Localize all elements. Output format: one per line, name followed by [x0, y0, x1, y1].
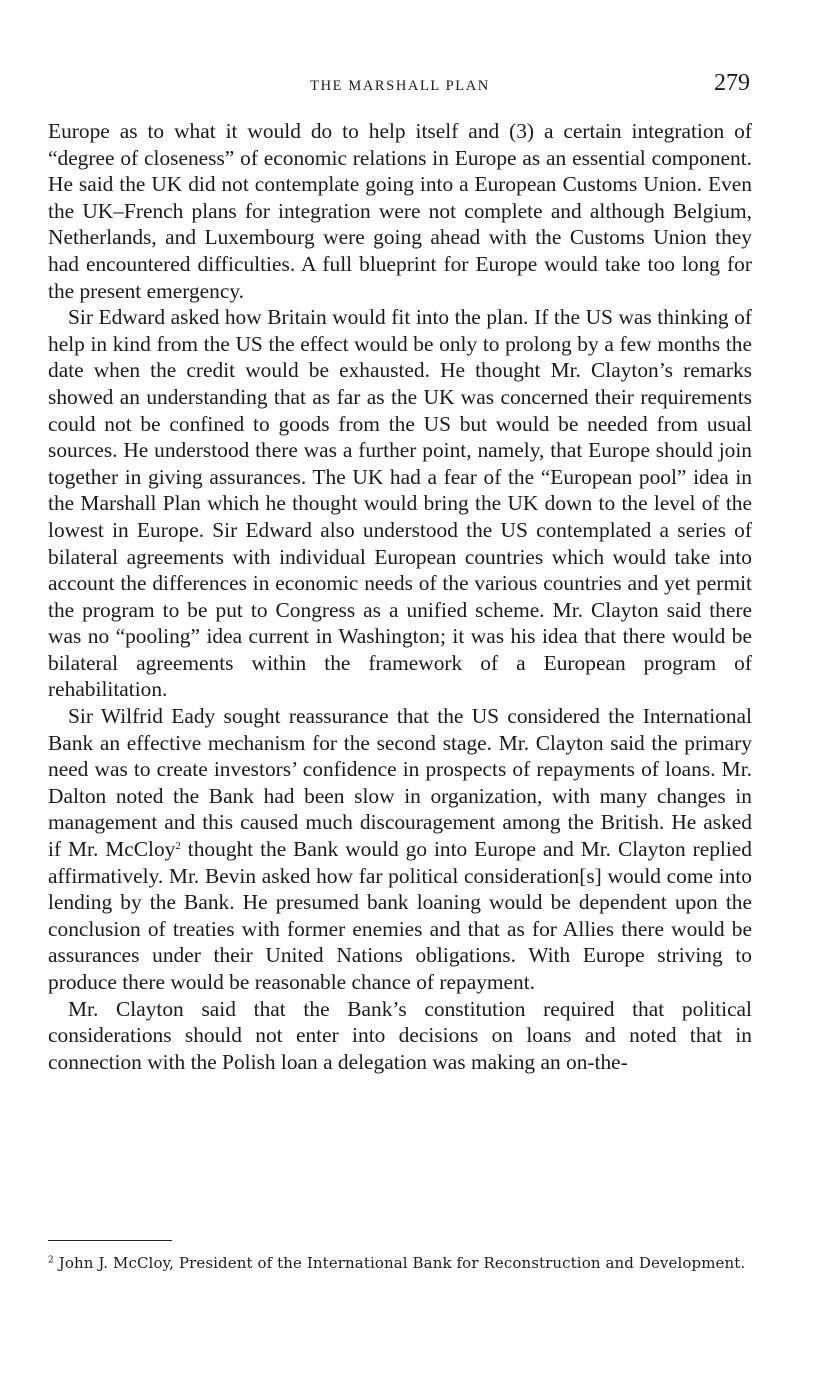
footnote-divider: [48, 1240, 172, 1241]
footnote-marker: 2: [48, 1255, 54, 1266]
paragraph-4: Mr. Clayton said that the Bank’s constitution required that political considerations should not enter into decisions on loans and noted that in connection with the Polish loan a delegation was making an on-the-: [48, 996, 752, 1074]
document-page: [48, 70, 752, 1075]
paragraph-1: Europe as to what it would do to help itself and (3) a certain integration of “degree of closeness” of economic relations in Europe as an essential component. He said the UK did not contemplate going into a European Customs Union. Even the UK–French plans for integration were not complete and although Belgium, Netherlands, and Luxembourg were going ahead with the Customs Union they had encountered difficulties. A full blueprint for Europe would take too long for the present emergency.: [48, 119, 752, 303]
paragraph-3-text-b: thought the Bank would go into Europe and Mr. Clayton replied affirmatively. Mr. Bevin asked how far political consideration[s] would come into lending by the Bank. He presumed bank loaning would be dependent upon the conclusion of treaties with former enemies and that as for Allies there would be assurances under their United Nations obligations. With Europe striving to produce there would be reasonable chance of repayment.: [48, 837, 752, 994]
paragraph-2: Sir Edward asked how Britain would fit into the plan. If the US was thinking of help in kind from the US the effect would be only to prolong by a few months the date when the credit would be exhausted. He thought Mr. Clayton’s remarks showed an understanding that as far as the UK was concerned their requirements could not be confined to goods from the US but would be needed from usual sources. He understood there was a further point, namely, that Europe should join together in giving assurances. The UK had a fear of the “European pool” idea in the Marshall Plan which he thought would bring the UK down to the level of the lowest in Europe. Sir Edward also understood the US contemplated a series of bilateral agreements with individual European countries which would take into account the differences in economic needs of the various countries and yet permit the program to be put to Congress as a unified scheme. Mr. Clayton said there was no “pooling” idea current in Washington; it was his idea that there would be bilateral agreements within the framework of a European program of rehabilitation.: [48, 305, 752, 702]
body-text: [48, 118, 752, 1075]
page-number: 279: [714, 70, 750, 96]
paragraph-3-text-a: Sir Wilfrid Eady sought reassurance that the US considered the International Bank an effective mechanism for the second stage. Mr. Clayton said the primary need was to create investors’ confidence in prospects of repayments of loans. Mr. Dalton noted the Bank had been slow in organization, with many changes in management and this caused much discouragement among the British. He asked if Mr. McCloy: [48, 704, 752, 862]
footnote: [48, 1254, 752, 1272]
page-header: [48, 70, 752, 104]
running-head: THE MARSHALL PLAN: [310, 78, 490, 94]
paragraph-3: [48, 703, 752, 996]
footnote-text: John J. McCloy, President of the International Bank for Reconstruction and Development.: [58, 1254, 746, 1272]
footnote-reference: 2: [175, 839, 181, 852]
